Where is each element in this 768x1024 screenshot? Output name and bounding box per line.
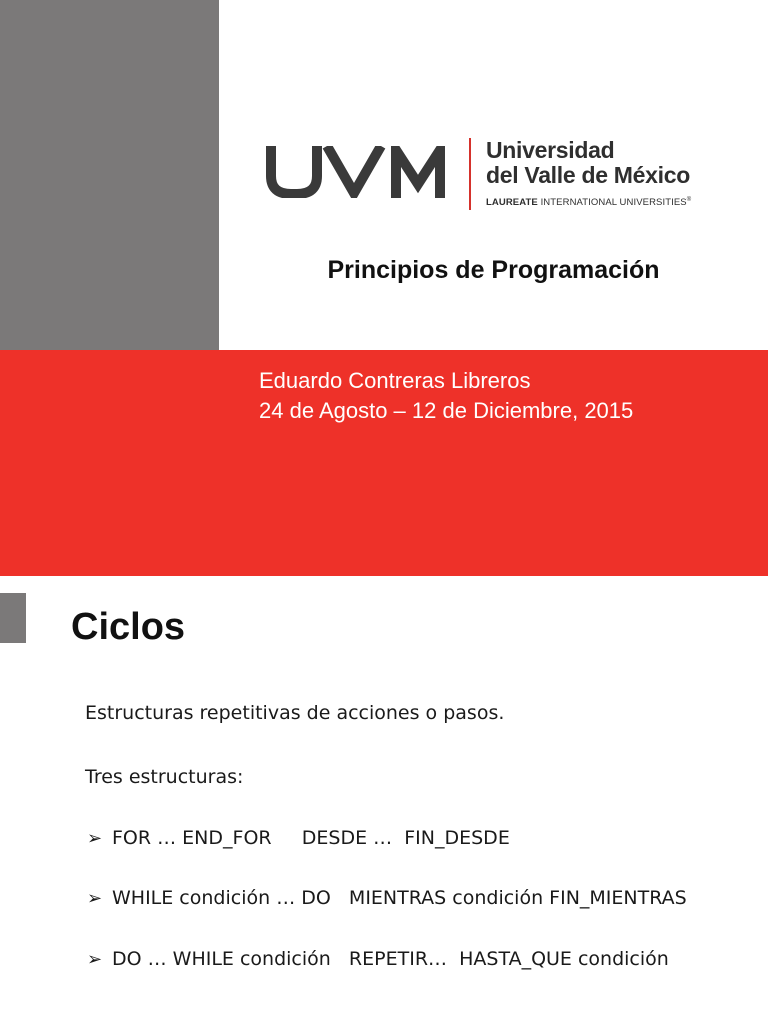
registered-mark: ® — [686, 197, 692, 203]
course-title: Principios de Programación — [327, 256, 660, 284]
bullet-text: WHILE condición … DO MIENTRAS condición FIN_MIENTRAS — [112, 887, 687, 909]
gray-side-bar — [0, 0, 219, 350]
uvm-logo — [265, 138, 725, 212]
logo-laureate-word: LAUREATE — [486, 197, 538, 209]
bullet-text: DO … WHILE condición REPETIR… HASTA_QUE condición — [112, 948, 669, 970]
logo-laureate-rest: INTERNATIONAL UNIVERSITIES — [537, 197, 687, 209]
logo-university-location: del Valle de México — [486, 162, 690, 188]
date-range: 24 de Agosto – 12 de Diciembre, 2015 — [259, 398, 634, 423]
list-item — [87, 948, 669, 970]
logo-laureate-tagline — [486, 194, 736, 209]
slide-heading: Ciclos — [71, 606, 186, 648]
logo-text — [486, 138, 736, 209]
subheading-text: Tres estructuras: — [85, 766, 244, 788]
content-slide — [0, 576, 768, 1024]
list-item — [87, 887, 687, 909]
logo-divider — [469, 138, 471, 210]
arrow-bullet-icon: ➢ — [87, 888, 103, 909]
logo-university-name: Universidad — [486, 137, 615, 163]
presenter-name: Eduardo Contreras Libreros — [259, 368, 531, 393]
intro-text: Estructuras repetitivas de acciones o pasos. — [85, 702, 505, 724]
list-item — [87, 827, 510, 849]
arrow-bullet-icon: ➢ — [87, 828, 103, 849]
bullet-text: FOR … END_FOR DESDE … FIN_DESDE — [112, 827, 510, 849]
gray-accent-block — [0, 593, 26, 643]
arrow-bullet-icon: ➢ — [87, 949, 103, 970]
uvm-wordmark-logo — [265, 146, 451, 198]
